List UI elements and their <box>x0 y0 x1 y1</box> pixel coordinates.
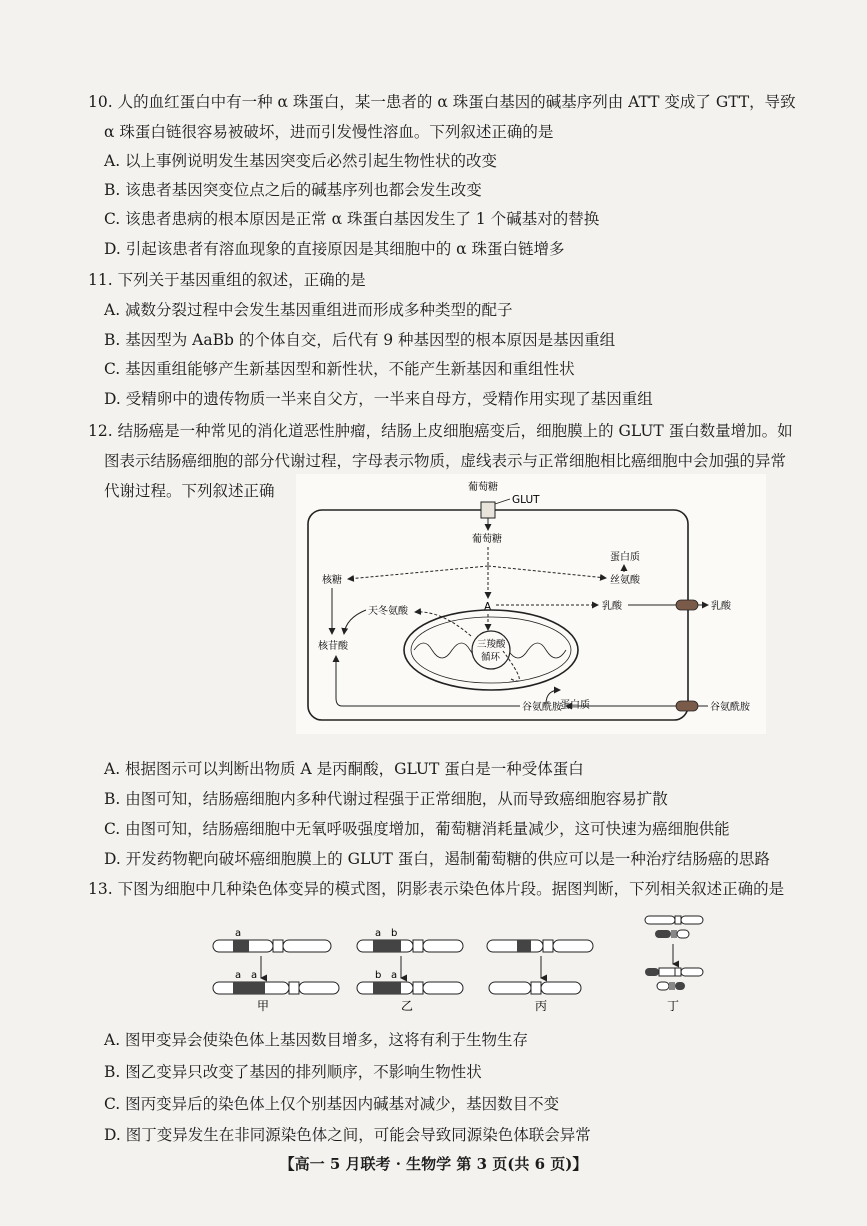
label-glutamine-out: 谷氨酰胺 <box>710 702 750 713</box>
q12-option-b: B. 由图可知，结肠癌细胞内多种代谢过程强于正常细胞，从而导致癌细胞容易扩散 <box>104 790 668 808</box>
label-yi: 乙 <box>401 999 414 1012</box>
label-bing: 丙 <box>535 999 548 1012</box>
chromosome-bing <box>487 940 593 1012</box>
tca-cycle <box>472 631 510 669</box>
label-glutamine-in: 谷氨酰胺 <box>522 702 562 713</box>
q10-stem-line1: 10. 人的血红蛋白中有一种 α 珠蛋白，某一患者的 α 珠蛋白基因的碱基序列由 ATT 变成了 GTT，导致 <box>88 93 796 111</box>
label-glucose-top: 葡萄糖 <box>468 482 498 493</box>
chromosome-ding <box>645 916 703 1012</box>
q12-option-d: D. 开发药物靶向破坏癌细胞膜上的 GLUT 蛋白，遏制葡萄糖的供应可以是一种治疗结肠癌的思路 <box>104 850 770 868</box>
q10-option-c: C. 该患者患病的根本原因是正常 α 珠蛋白基因发生了 1 个碱基对的替换 <box>104 210 600 228</box>
gene-jia-bottom-2: a <box>251 970 258 981</box>
label-a: A <box>484 601 492 613</box>
gene-yi-bottom-1: b <box>375 970 382 981</box>
q11-option-d: D. 受精卵中的遗传物质一半来自父方，一半来自母方，受精作用实现了基因重组 <box>104 390 653 408</box>
label-glucose-in: 葡萄糖 <box>472 534 502 545</box>
q10-option-d: D. 引起该患者有溶血现象的直接原因是其细胞中的 α 珠蛋白链增多 <box>104 240 565 258</box>
label-lactate-in: 乳酸 <box>602 601 622 612</box>
q10-option-a: A. 以上事例说明发生基因突变后必然引起生物性状的改变 <box>104 152 498 170</box>
label-tca-1: 三羧酸 <box>477 639 506 650</box>
q13-option-c: C. 图丙变异后的染色体上仅个别基因内碱基对减少，基因数目不变 <box>104 1095 560 1113</box>
label-lactate-out: 乳酸 <box>711 601 731 612</box>
chromosome-yi <box>357 928 463 1012</box>
q12-stem-line3: 代谢过程。下列叙述正确 <box>104 482 275 500</box>
label-glut: GLUT <box>512 494 540 506</box>
chromosome-diagram <box>205 912 725 1012</box>
label-jia: 甲 <box>257 999 270 1012</box>
q13-stem: 13. 下图为细胞中几种染色体变异的模式图，阴影表示染色体片段。据图判断，下列相关叙述正确的是 <box>88 880 785 898</box>
label-protein-1: 蛋白质 <box>610 552 640 563</box>
q12-option-c: C. 由图可知，结肠癌细胞中无氧呼吸强度增加，葡萄糖消耗量减少，这可快速为癌细胞供能 <box>104 820 730 838</box>
label-aspartate: 天冬氨酸 <box>368 606 408 617</box>
glutamine-transporter <box>676 701 698 711</box>
gene-jia-bottom-1: a <box>235 970 242 981</box>
q12-option-a: A. 根据图示可以判断出物质 A 是丙酮酸，GLUT 蛋白是一种受体蛋白 <box>104 760 584 778</box>
gene-yi-top-2: b <box>391 928 398 939</box>
gene-jia-top: a <box>235 928 242 939</box>
label-ding: 丁 <box>667 999 680 1012</box>
q11-stem: 11. 下列关于基因重组的叙述，正确的是 <box>88 271 366 289</box>
label-tca-2: 循环 <box>481 652 501 663</box>
q13-option-b: B. 图乙变异只改变了基因的排列顺序，不影响生物性状 <box>104 1063 482 1081</box>
q13-option-a: A. 图甲变异会使染色体上基因数目增多，这将有利于生物生存 <box>104 1031 529 1049</box>
label-protein-2: 蛋白质 <box>560 700 590 711</box>
q12-stem-line2: 图表示结肠癌细胞的部分代谢过程，字母表示物质，虚线表示与正常细胞相比癌细胞中会加强的异常 <box>104 452 787 470</box>
label-ribose: 核糖 <box>322 575 342 586</box>
page-footer: 【高一 5 月联考 · 生物学 第 3 页(共 6 页)】 <box>279 1155 588 1173</box>
gene-yi-bottom-2: a <box>391 970 398 981</box>
label-nucleotide: 核苷酸 <box>318 641 348 652</box>
q11-option-b: B. 基因型为 AaBb 的个体自交，后代有 9 种基因型的根本原因是基因重组 <box>104 331 616 349</box>
gene-yi-top-1: a <box>375 928 382 939</box>
q13-option-d: D. 图丁变异发生在非同源染色体之间，可能会导致同源染色体联会异常 <box>104 1126 591 1144</box>
q11-option-a: A. 减数分裂过程中会发生基因重组进而形成多种类型的配子 <box>104 301 513 319</box>
q12-stem-line1: 12. 结肠癌是一种常见的消化道恶性肿瘤，结肠上皮细胞癌变后，细胞膜上的 GLUT 蛋白数量增加。如 <box>88 422 793 440</box>
metabolism-diagram <box>296 474 766 734</box>
glut-transporter <box>481 502 495 518</box>
chromosome-jia <box>213 928 339 1012</box>
q11-option-c: C. 基因重组能够产生新基因型和新性状，不能产生新基因和重组性状 <box>104 360 575 378</box>
q10-option-b: B. 该患者基因突变位点之后的碱基序列也都会发生改变 <box>104 181 482 199</box>
label-serine: 丝氨酸 <box>610 575 640 586</box>
q10-stem-line2: α 珠蛋白链很容易被破坏，进而引发慢性溶血。下列叙述正确的是 <box>104 123 554 141</box>
lactate-transporter <box>676 600 698 610</box>
